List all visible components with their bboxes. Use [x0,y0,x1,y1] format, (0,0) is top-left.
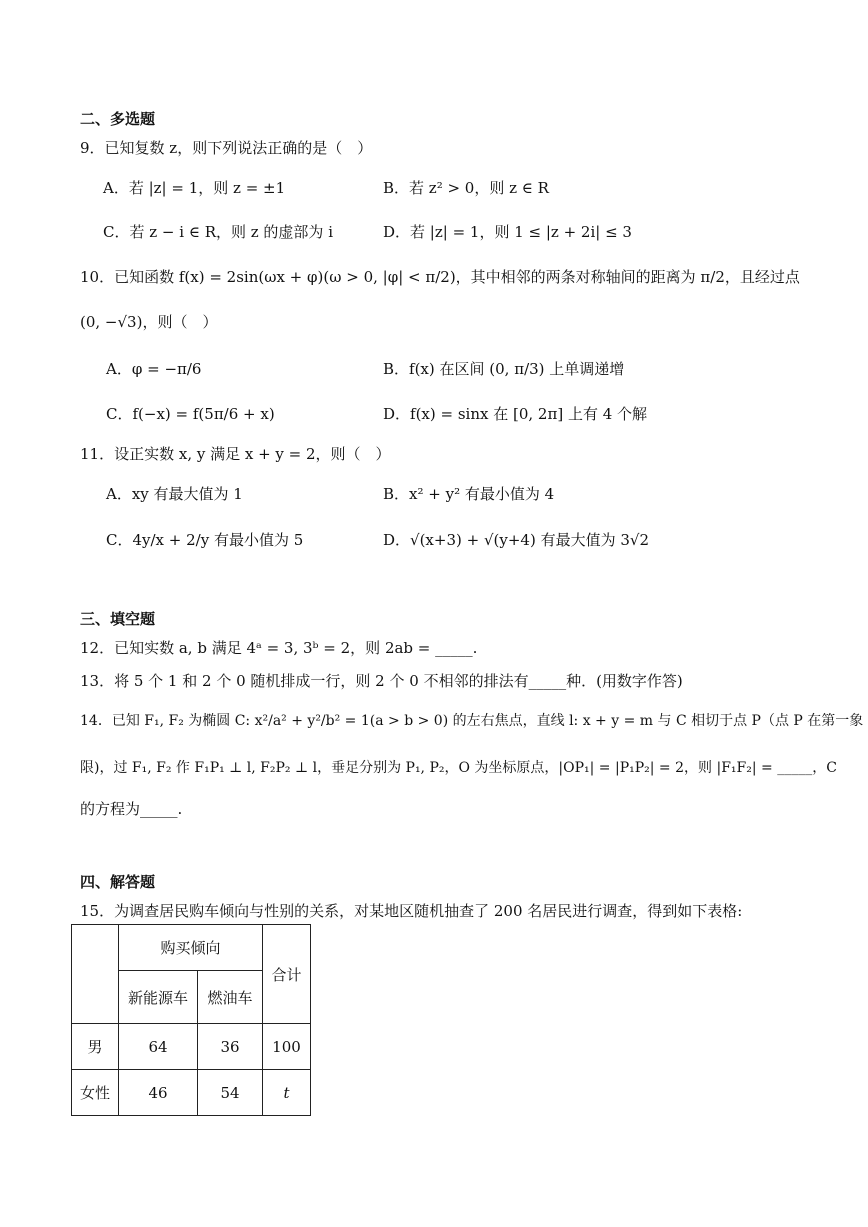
question-10-option-a: A．φ = −π/6 [106,360,202,378]
table-row-label: 女性 [72,1070,119,1116]
table-row-label: 男 [72,1024,119,1070]
question-9-option-b: B．若 z² > 0，则 z ∈ R [383,179,549,197]
question-11-option-a: A．xy 有最大值为 1 [106,485,243,503]
table-cell-new-energy: 64 [119,1024,198,1070]
table-cell-new-energy: 46 [119,1070,198,1116]
question-11-option-d: D．√(x+3) + √(y+4) 有最大值为 3√2 [383,531,649,549]
table-row [72,1070,311,1116]
question-10-stem: 10．已知函数 f(x) = 2sin(ωx + φ)(ω > 0, |φ| < π/2)，其中相邻的两条对称轴间的距离为 π/2，且经过点 [80,268,800,286]
table-cell-total: 100 [263,1024,311,1070]
table-cell-fuel: 36 [198,1024,263,1070]
table-corner-cell [72,925,119,1024]
question-11-stem: 11．设正实数 x, y 满足 x + y = 2，则（ ） [80,445,391,463]
question-11-option-c: C．4y/x + 2/y 有最小值为 5 [106,531,304,549]
question-14-line-1: 14．已知 F₁, F₂ 为椭圆 C: x²/a² + y²/b² = 1(a > b > 0) 的左右焦点，直线 l: x + y = m 与 C 相切于点 P（点 P 在第一象 [80,713,864,729]
section-title-fill-in: 三、填空题 [80,610,156,628]
table-cell-total: t [263,1070,311,1116]
table-cell-fuel: 54 [198,1070,263,1116]
section-title-answer: 四、解答题 [80,873,156,891]
table-header-new-energy: 新能源车 [119,971,198,1024]
question-10-stem-continued: (0, −√3)，则（ ） [80,313,218,331]
survey-table [71,924,311,1116]
table-header-total: 合计 [263,925,311,1024]
question-15-stem: 15．为调查居民购车倾向与性别的关系，对某地区随机抽查了 200 名居民进行调查，得到如下表格: [80,902,743,920]
question-10-option-c: C．f(−x) = f(5π/6 + x) [106,405,275,423]
question-14-line-2: 限)，过 F₁, F₂ 作 F₁P₁ ⊥ l, F₂P₂ ⊥ l，垂足分别为 P₁, P₂，O 为坐标原点，|OP₁| = |P₁P₂| = 2，则 |F₁F₂| = _____，C [80,760,837,776]
question-9-option-c: C．若 z − i ∈ R，则 z 的虚部为 i [103,223,333,241]
question-13: 13．将 5 个 1 和 2 个 0 随机排成一行，则 2 个 0 不相邻的排法有_____种．(用数字作答) [80,672,683,690]
question-11-option-b: B．x² + y² 有最小值为 4 [383,485,555,503]
question-14-line-3: 的方程为_____. [80,800,183,818]
question-10-option-b: B．f(x) 在区间 (0, π/3) 上单调递增 [383,360,625,378]
question-9-option-d: D．若 |z| = 1，则 1 ≤ |z + 2i| ≤ 3 [383,223,632,241]
section-title-multiple-choice: 二、多选题 [80,110,156,128]
question-9-option-a: A．若 |z| = 1，则 z = ±1 [103,179,286,197]
table-header-fuel: 燃油车 [198,971,263,1024]
question-9-stem: 9．已知复数 z，则下列说法正确的是（ ） [80,139,373,157]
table-header-purchase-tendency: 购买倾向 [119,925,263,971]
question-12: 12．已知实数 a, b 满足 4ᵃ = 3, 3ᵇ = 2，则 2ab = _____. [80,639,478,657]
table-row [72,1024,311,1070]
question-10-option-d: D．f(x) = sinx 在 [0, 2π] 上有 4 个解 [383,405,648,423]
